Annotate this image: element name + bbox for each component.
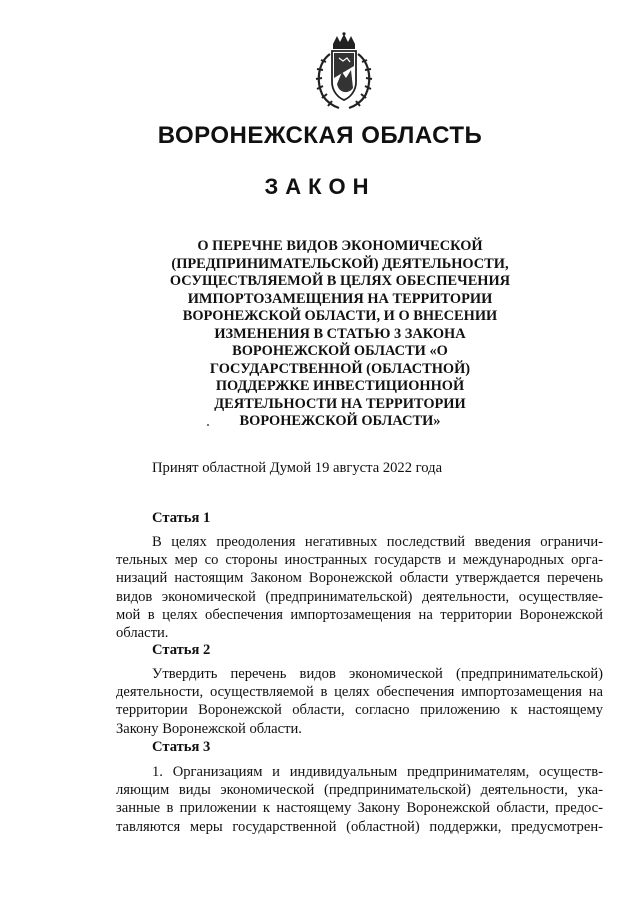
text-line: области. bbox=[116, 624, 169, 641]
document-type: ЗАКОН bbox=[264, 174, 376, 199]
title-line: О ПЕРЕЧНЕ ВИДОВ ЭКОНОМИЧЕСКОЙ bbox=[197, 238, 483, 254]
title-line: ПОДДЕРЖКЕ ИНВЕСТИЦИОННОЙ bbox=[215, 378, 465, 394]
article-3-text bbox=[116, 763, 603, 836]
title-line: ВОРОНЕЖСКОЙ ОБЛАСТИ» bbox=[239, 413, 441, 429]
text-line: Закону Воронежской области. bbox=[116, 720, 302, 737]
coat-of-arms-icon bbox=[309, 32, 379, 112]
text-line: территории Воронежской области, согласно приложению к настоящему bbox=[116, 702, 603, 719]
article-3-heading: Статья 3 bbox=[152, 739, 211, 755]
text-line: ляющим виды экономической (предпринимательской) деятельности, ука- bbox=[116, 782, 603, 799]
text-line: тавляются меры государственной (областной) поддержки, предусмотрен- bbox=[116, 818, 603, 835]
adoption-date: Принят областной Думой 19 августа 2022 года bbox=[152, 460, 443, 476]
article-1-text bbox=[116, 533, 603, 642]
title-line: (ПРЕДПРИНИМАТЕЛЬСКОЙ) ДЕЯТЕЛЬНОСТИ, bbox=[171, 255, 509, 272]
text-line: Утвердить перечень видов экономической (предпринимательской) bbox=[152, 666, 603, 682]
text-line: тельных мер со стороны иностранных государств и международных орга- bbox=[116, 552, 603, 569]
scan-speck bbox=[207, 424, 209, 426]
law-title bbox=[140, 238, 540, 431]
title-line: ВОРОНЕЖСКОЙ ОБЛАСТИ «О bbox=[232, 343, 448, 359]
text-line: деятельности, осуществляемой в целях обеспечения импортозамещения на bbox=[116, 684, 603, 701]
text-line: мой в целях обеспечения импортозамещения на территории Воронежской bbox=[116, 606, 603, 623]
article-2-text bbox=[116, 665, 603, 738]
region-name: ВОРОНЕЖСКАЯ ОБЛАСТЬ bbox=[157, 122, 483, 149]
text-line: низаций настоящим Законом Воронежской области утверждается перечень bbox=[116, 570, 603, 587]
text-line: 1. Организациям и индивидуальным предпринимателям, осуществ- bbox=[152, 764, 603, 780]
title-line: ОСУЩЕСТВЛЯЕМОЙ В ЦЕЛЯХ ОБЕСПЕЧЕНИЯ bbox=[169, 273, 511, 289]
text-line: видов экономической (предпринимательской) деятельности, осуществляе- bbox=[116, 588, 603, 605]
text-line: занные в приложении к настоящему Закону Воронежской области, предос- bbox=[116, 800, 603, 817]
article-1-heading: Статья 1 bbox=[152, 510, 211, 526]
text-line: В целях преодоления негативных последствий введения ограничи- bbox=[152, 534, 603, 550]
title-line: ДЕЯТЕЛЬНОСТИ НА ТЕРРИТОРИИ bbox=[214, 395, 466, 412]
title-line: ВОРОНЕЖСКОЙ ОБЛАСТИ, И О ВНЕСЕНИИ bbox=[182, 308, 498, 324]
article-2-heading: Статья 2 bbox=[152, 642, 211, 658]
title-line: ГОСУДАРСТВЕННОЙ (ОБЛАСТНОЙ) bbox=[209, 360, 471, 377]
title-line: ИМПОРТОЗАМЕЩЕНИЯ НА ТЕРРИТОРИИ bbox=[187, 290, 493, 307]
title-line: ИЗМЕНЕНИЯ В СТАТЬЮ 3 ЗАКОНА bbox=[214, 325, 466, 342]
